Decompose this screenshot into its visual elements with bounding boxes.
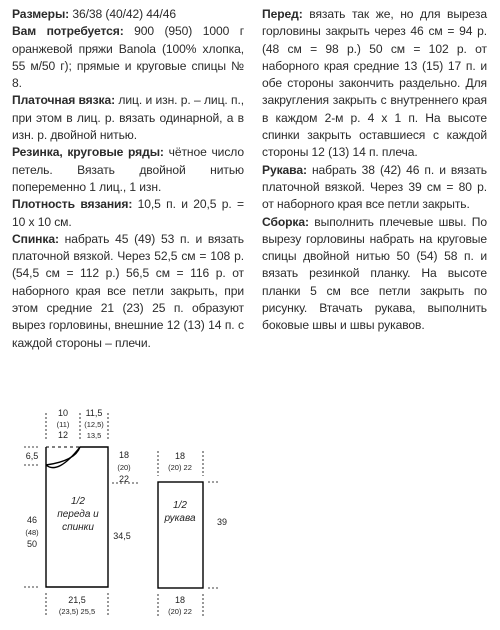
total-length-alt2-label: 50: [26, 539, 38, 549]
sleeve-schematic: [158, 451, 227, 617]
neck-width-alt2-label: 12: [57, 430, 69, 440]
sleeves-heading: Рукава:: [262, 162, 307, 177]
neck-width-label: 10: [57, 408, 69, 418]
garter-stitch-heading: Платочная вязка:: [12, 93, 116, 108]
garter-stitch-text: лиц. и изн. р. – лиц. п., при этом в лиц. р. вязать одинарной, а в изн. р. двойной нитью.: [12, 93, 244, 143]
body-title-line2: переда и: [57, 509, 99, 520]
sizes-text: 36/38 (40/42) 44/46: [69, 7, 177, 21]
hem-width-alt-label: (23,5) 25,5: [58, 607, 96, 616]
gauge-heading: Плотность вязания:: [12, 197, 133, 212]
sleeve-title-line1: 1/2: [173, 500, 187, 511]
neck-depth-label: 6,5: [25, 451, 39, 461]
garter-stitch-paragraph: [12, 92, 244, 144]
assembly-paragraph: [262, 214, 487, 335]
back-text: набрать 45 (49) 53 п. и вязать платочной вязкой. Через 52,5 см = 108 р. (54,5 см = 112 р.) 56,5 см = 116 р. от наборного края все петли закрыть, при этом средние 21 (23) 25 п. образуют вырез горловины, внешние 12 (13) 14 п. с каждой стороны – плечи.: [12, 231, 244, 350]
instructions-left-column: [12, 6, 244, 352]
shoulder-width-label: 11,5: [85, 408, 103, 418]
sleeve-top-width-alt-label: (20) 22: [168, 463, 192, 472]
armhole-alt2-label: 22: [118, 474, 130, 484]
front-paragraph: [262, 6, 487, 162]
total-length-alt1-label: (48): [25, 528, 39, 537]
assembly-text: выполнить плечевые швы. По вырезу горловины набрать на круговые спицы двойной нитью 50 (54) 58 п. и вязать резинкой планку. На высоте планки 5 см все петли закрыть по рисунку. Втачать рукава, выполнить боковые швы и швы рукавов.: [262, 214, 487, 333]
sleeves-paragraph: [262, 162, 487, 214]
body-neckline-curve: [46, 447, 80, 465]
back-paragraph: [12, 231, 244, 352]
armhole-label: 18: [118, 450, 130, 460]
sleeve-bottom-width-alt-label: (20) 22: [168, 607, 192, 616]
instructions-right-column: [262, 6, 487, 335]
sizes-paragraph: [12, 6, 244, 23]
gauge-text: 10,5 п. и 20,5 р. = 10 х 10 см.: [12, 197, 244, 229]
body-title-line3: спинки: [62, 522, 94, 533]
neck-width-alt1-label: (11): [56, 420, 70, 429]
sizes-heading: Размеры:: [12, 7, 70, 21]
sleeve-top-width-label: 18: [174, 451, 186, 461]
hem-width-label: 21,5: [68, 595, 86, 605]
shoulder-width-alt2-label: 13,5: [86, 431, 102, 440]
sleeves-text: набрать 38 (42) 46 п. и вязать платочной вязкой. Через 39 см = 80 р. от наборного края все петли закрыть.: [262, 162, 487, 212]
front-heading: Перед:: [262, 7, 303, 21]
gauge-paragraph: [12, 196, 244, 231]
rib-paragraph: [12, 144, 244, 196]
materials-heading: Вам потребуется:: [12, 24, 124, 39]
materials-text: 900 (950) 1000 г оранжевой пряжи Banola (100% хлопка, 55 м/50 г); прямые и круговые спицы № 8.: [12, 24, 245, 91]
back-heading: Спинка:: [12, 231, 59, 246]
rib-text: чётное число петель. Вязать двойной нитью попеременно 1 лиц., 1 изн.: [12, 145, 244, 194]
pattern-diagram: [0, 395, 500, 630]
body-title-line1: 1/2: [71, 496, 85, 507]
total-length-label: 46: [26, 515, 38, 525]
shoulder-width-alt1-label: (12,5): [84, 420, 104, 429]
sleeve-title-line2: рукава: [164, 513, 196, 524]
sleeve-length-label: 39: [216, 517, 228, 527]
sleeve-outline: [158, 482, 203, 588]
front-text: вязать так же, но для выреза горловины закрыть через 46 см = 94 р. (48 см = 98 р.) 50 см = 102 р. от наборного края средние 13 (15) 17 п. и обе стороны закончить раздельно. Для закругления закрыть с внутреннего края в каждом 2-м р. 4 х 1 п. На высоте спинки закрыть оставшиеся с каждой стороны 12 (13) 14 п. плеча.: [262, 7, 487, 160]
materials-paragraph: [12, 23, 244, 92]
body-schematic: [24, 408, 140, 617]
side-length-label: 34,5: [113, 531, 131, 541]
armhole-alt1-label: (20): [117, 463, 131, 472]
rib-heading: Резинка, круговые ряды:: [12, 145, 164, 160]
sleeve-bottom-width-label: 18: [174, 595, 186, 605]
assembly-heading: Сборка:: [262, 214, 309, 229]
